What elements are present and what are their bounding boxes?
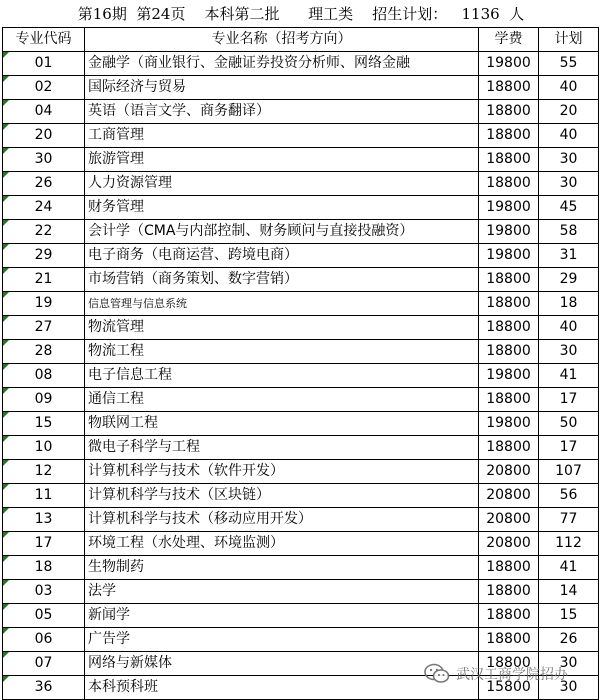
corner-marker-icon: [3, 316, 9, 322]
cell-major-name: 通信工程: [85, 388, 479, 412]
corner-marker-icon: [3, 412, 9, 418]
corner-marker-icon: [3, 460, 9, 466]
corner-marker-icon: [3, 532, 9, 538]
table-row: [3, 580, 599, 604]
corner-marker-icon: [3, 436, 9, 442]
table-row: [3, 652, 599, 676]
cell-code: [3, 364, 85, 388]
cell-major-name: 电子信息工程: [85, 364, 479, 388]
cell-tuition: 18800: [479, 292, 539, 316]
corner-marker-icon: [3, 268, 9, 274]
cell-code: [3, 340, 85, 364]
cell-code: [3, 196, 85, 220]
table-row: [3, 244, 599, 268]
code-text: 11: [34, 487, 53, 503]
corner-marker-icon: [3, 676, 9, 682]
code-text: 02: [34, 79, 53, 95]
code-text: 20: [34, 127, 53, 143]
code-text: 15: [34, 415, 53, 431]
table-row: [3, 148, 599, 172]
cell-tuition: 18800: [479, 268, 539, 292]
cell-tuition: 18800: [479, 76, 539, 100]
cell-tuition: 19800: [479, 52, 539, 76]
cell-code: [3, 244, 85, 268]
code-text: 06: [34, 631, 53, 647]
table-row: [3, 268, 599, 292]
cell-major-name: 工商管理: [85, 124, 479, 148]
corner-marker-icon: [3, 364, 9, 370]
cell-code: [3, 652, 85, 676]
table-row: [3, 52, 599, 76]
table-row: [3, 388, 599, 412]
cell-plan: 30: [539, 340, 599, 364]
code-text: 17: [34, 535, 53, 551]
cell-plan: 77: [539, 508, 599, 532]
cell-code: [3, 532, 85, 556]
cell-code: [3, 628, 85, 652]
cell-plan: 17: [539, 436, 599, 460]
cell-code: [3, 172, 85, 196]
cell-major-name: 物流管理: [85, 316, 479, 340]
code-text: 19: [34, 295, 53, 311]
corner-marker-icon: [3, 556, 9, 562]
cell-major-name: 新闻学: [85, 604, 479, 628]
cell-plan: 30: [539, 676, 599, 700]
cell-tuition: 20800: [479, 460, 539, 484]
cell-major-name: 人力资源管理: [85, 172, 479, 196]
table-header-row: [3, 28, 599, 52]
header-fee: 学费: [479, 28, 539, 52]
cell-plan: 15: [539, 604, 599, 628]
corner-marker-icon: [3, 484, 9, 490]
cell-plan: 30: [539, 148, 599, 172]
cell-major-name: 物联网工程: [85, 412, 479, 436]
cell-major-name: 微电子科学与工程: [85, 436, 479, 460]
code-text: 18: [34, 559, 53, 575]
table-row: [3, 364, 599, 388]
cell-code: [3, 148, 85, 172]
cell-tuition: 18800: [479, 556, 539, 580]
cell-code: [3, 124, 85, 148]
table-row: [3, 532, 599, 556]
cell-major-name: 英语（语言文学、商务翻译）: [85, 100, 479, 124]
cell-major-name: 法学: [85, 580, 479, 604]
cell-plan: 50: [539, 412, 599, 436]
corner-marker-icon: [3, 604, 9, 610]
corner-marker-icon: [3, 508, 9, 514]
code-text: 29: [34, 247, 53, 263]
code-text: 04: [34, 103, 53, 119]
cell-tuition: 18800: [479, 172, 539, 196]
table-row: [3, 124, 599, 148]
code-text: 08: [34, 367, 53, 383]
cell-major-name: 环境工程（水处理、环境监测）: [85, 532, 479, 556]
cell-major-name: 网络与新媒体: [85, 652, 479, 676]
corner-marker-icon: [3, 628, 9, 634]
watermark-text: 武汉工商学院招办: [456, 667, 568, 683]
corner-marker-icon: [3, 292, 9, 298]
cell-plan: 45: [539, 196, 599, 220]
cell-code: [3, 508, 85, 532]
corner-marker-icon: [3, 172, 9, 178]
cell-code: [3, 604, 85, 628]
cell-tuition: 18800: [479, 580, 539, 604]
cell-tuition: 18800: [479, 604, 539, 628]
cell-major-name: 财务管理: [85, 196, 479, 220]
cell-tuition: 18800: [479, 436, 539, 460]
cell-major-name: 物流工程: [85, 340, 479, 364]
cell-major-name: 金融学（商业银行、金融证券投资分析师、网络金融: [85, 52, 479, 76]
table-row: [3, 556, 599, 580]
cell-tuition: 19800: [479, 412, 539, 436]
cell-plan: 31: [539, 244, 599, 268]
cell-major-name: 本科预科班: [85, 676, 479, 700]
cell-plan: 55: [539, 52, 599, 76]
enrollment-table-container: [2, 27, 600, 699]
corner-marker-icon: [3, 100, 9, 106]
table-row: [3, 604, 599, 628]
cell-plan: 14: [539, 580, 599, 604]
cell-tuition: 19800: [479, 196, 539, 220]
cell-plan: 107: [539, 460, 599, 484]
cell-tuition: 18800: [479, 388, 539, 412]
cell-plan: 40: [539, 316, 599, 340]
cell-major-name: 电子商务（电商运营、跨境电商）: [85, 244, 479, 268]
code-text: 13: [34, 511, 53, 527]
cell-tuition: 20800: [479, 484, 539, 508]
cell-code: [3, 556, 85, 580]
code-text: 10: [34, 439, 53, 455]
cell-plan: 40: [539, 76, 599, 100]
cell-plan: 30: [539, 652, 599, 676]
header-name: 专业名称（招考方向）: [85, 28, 479, 52]
corner-marker-icon: [3, 220, 9, 226]
enrollment-plan-table: [2, 27, 599, 700]
cell-plan: 112: [539, 532, 599, 556]
cell-code: [3, 52, 85, 76]
cell-major-name: 国际经济与贸易: [85, 76, 479, 100]
code-text: 03: [34, 583, 53, 599]
cell-code: [3, 292, 85, 316]
table-row: [3, 340, 599, 364]
corner-marker-icon: [3, 76, 9, 82]
cell-plan: 58: [539, 220, 599, 244]
corner-marker-icon: [3, 124, 9, 130]
corner-marker-icon: [3, 388, 9, 394]
page-title: 第16期 第24页 本科第二批 理工类 招生计划： 1136 人: [77, 4, 525, 23]
cell-code: [3, 316, 85, 340]
cell-code: [3, 388, 85, 412]
cell-major-name: 计算机科学与技术（区块链）: [85, 484, 479, 508]
cell-plan: 29: [539, 268, 599, 292]
cell-code: [3, 460, 85, 484]
cell-major-name: 市场营销（商务策划、数字营销）: [85, 268, 479, 292]
cell-major-name: 广告学: [85, 628, 479, 652]
table-row: [3, 76, 599, 100]
cell-major-name: 生物制药: [85, 556, 479, 580]
cell-code: [3, 412, 85, 436]
cell-code: [3, 436, 85, 460]
code-text: 21: [34, 271, 53, 287]
table-row: [3, 100, 599, 124]
cell-plan: 20: [539, 100, 599, 124]
table-row: [3, 316, 599, 340]
cell-code: [3, 220, 85, 244]
table-row: [3, 196, 599, 220]
header-code: 专业代码: [3, 28, 85, 52]
code-text: 28: [34, 343, 53, 359]
code-text: 01: [34, 55, 53, 71]
cell-tuition: 20800: [479, 532, 539, 556]
code-text: 30: [34, 151, 53, 167]
cell-tuition: 18800: [479, 148, 539, 172]
code-text: 09: [34, 391, 53, 407]
code-text: 26: [34, 175, 53, 191]
corner-marker-icon: [3, 652, 9, 658]
cell-plan: 41: [539, 556, 599, 580]
table-row: [3, 292, 599, 316]
cell-code: [3, 76, 85, 100]
table-row: [3, 436, 599, 460]
cell-code: [3, 676, 85, 700]
cell-tuition: 18800: [479, 652, 539, 676]
table-row: [3, 412, 599, 436]
cell-code: [3, 268, 85, 292]
cell-major-name: 旅游管理: [85, 148, 479, 172]
cell-plan: 26: [539, 628, 599, 652]
cell-tuition: 20800: [479, 508, 539, 532]
corner-marker-icon: [3, 244, 9, 250]
code-text: 27: [34, 319, 53, 335]
corner-marker-icon: [3, 196, 9, 202]
table-row: [3, 508, 599, 532]
cell-tuition: 19800: [479, 220, 539, 244]
corner-marker-icon: [3, 580, 9, 586]
cell-major-name: 会计学（CMA与内部控制、财务顾问与直接投融资）: [85, 220, 479, 244]
cell-code: [3, 580, 85, 604]
code-text: 07: [34, 655, 53, 671]
code-text: 36: [34, 679, 53, 695]
cell-tuition: 18800: [479, 340, 539, 364]
cell-plan: 30: [539, 172, 599, 196]
table-row: [3, 172, 599, 196]
cell-tuition: 18800: [479, 100, 539, 124]
cell-plan: 56: [539, 484, 599, 508]
cell-plan: 18: [539, 292, 599, 316]
code-text: 24: [34, 199, 53, 215]
cell-major-name: 信息管理与信息系统: [85, 292, 479, 316]
corner-marker-icon: [3, 52, 9, 58]
table-row: [3, 460, 599, 484]
cell-tuition: 19800: [479, 244, 539, 268]
table-body: [3, 52, 599, 700]
cell-major-name: 计算机科学与技术（软件开发）: [85, 460, 479, 484]
cell-code: [3, 100, 85, 124]
cell-tuition: 19800: [479, 364, 539, 388]
code-text: 22: [34, 223, 53, 239]
cell-code: [3, 484, 85, 508]
header-plan: 计划: [539, 28, 599, 52]
code-text: 05: [34, 607, 53, 623]
cell-plan: 17: [539, 388, 599, 412]
corner-marker-icon: [3, 148, 9, 154]
cell-plan: 40: [539, 124, 599, 148]
cell-tuition: 18800: [479, 124, 539, 148]
table-row: [3, 484, 599, 508]
cell-tuition: 18800: [479, 316, 539, 340]
cell-tuition: 18800: [479, 628, 539, 652]
table-row: [3, 628, 599, 652]
code-text: 12: [34, 463, 53, 479]
table-row: [3, 220, 599, 244]
cell-major-name: 计算机科学与技术（移动应用开发）: [85, 508, 479, 532]
table-row: [3, 676, 599, 700]
corner-marker-icon: [3, 340, 9, 346]
cell-plan: 41: [539, 364, 599, 388]
cell-tuition: 15800: [479, 676, 539, 700]
